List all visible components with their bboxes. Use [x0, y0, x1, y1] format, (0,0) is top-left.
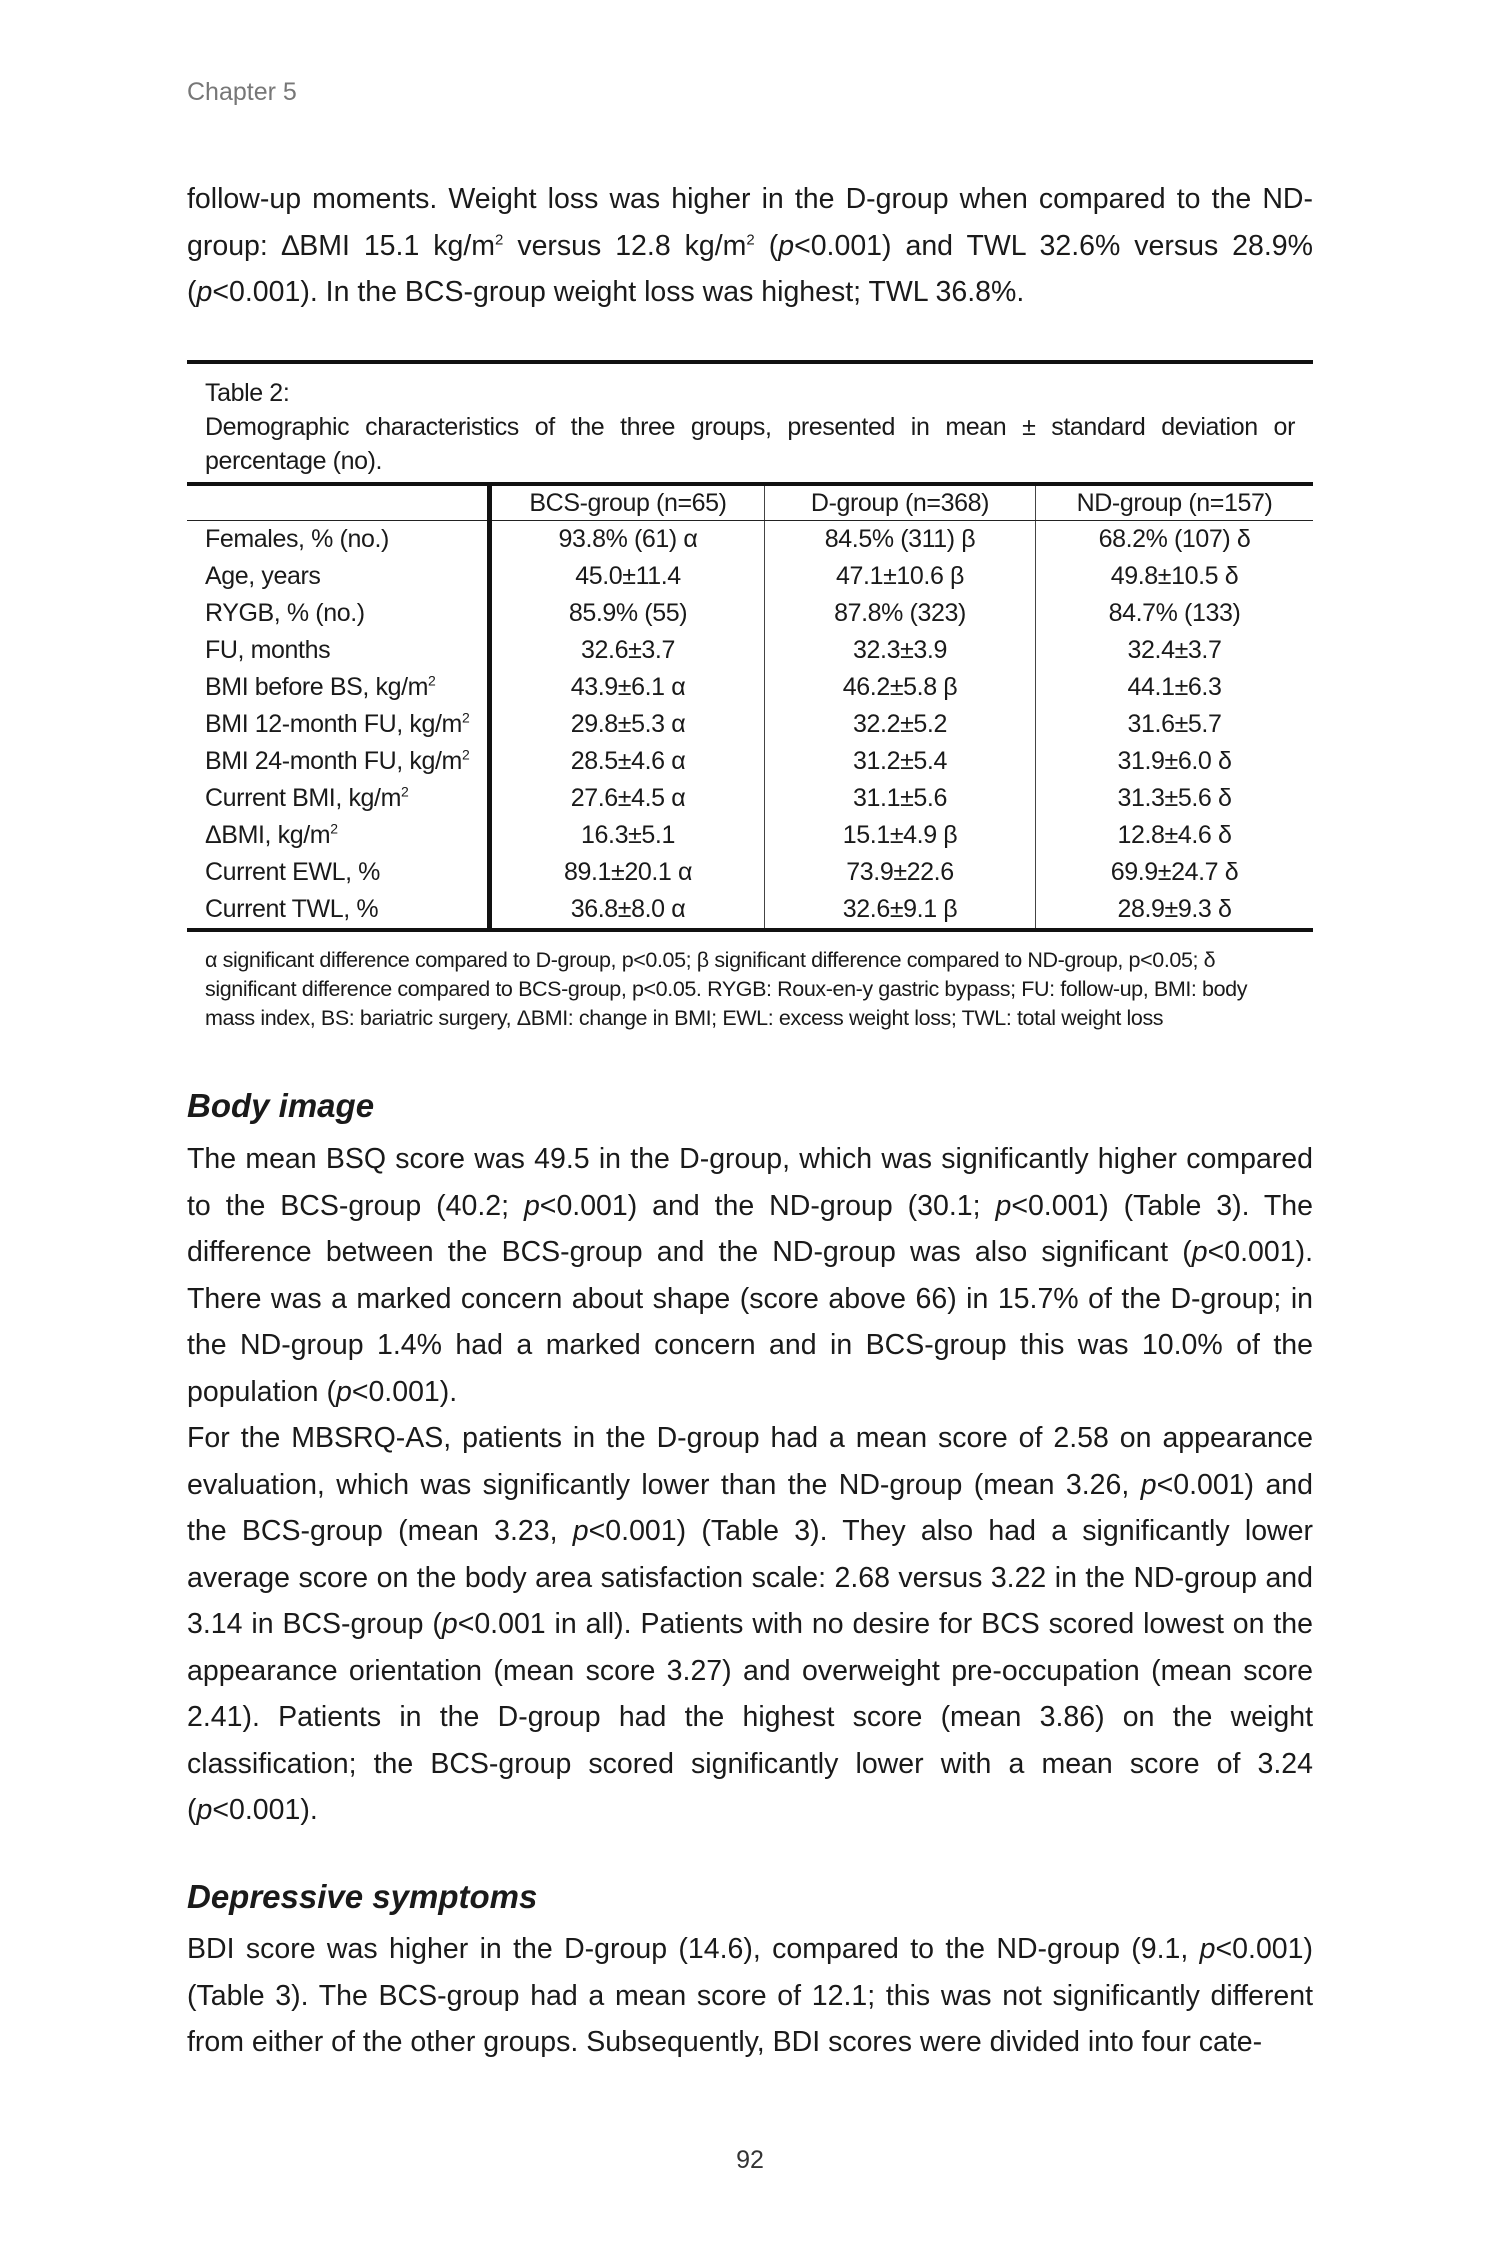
italic-p: p: [995, 1189, 1012, 1222]
table-caption-text: Demographic characteristics of the three groups, presented in mean ± standard deviation or percentage (no).: [205, 413, 1295, 475]
table-row: [187, 817, 1313, 854]
paragraph-mbsrq: [187, 1415, 1313, 1834]
row-label: [187, 706, 490, 743]
cell-nd-group: 68.2% (107) δ: [1036, 521, 1314, 559]
row-label-text: BMI 24-month FU, kg/m: [205, 747, 462, 775]
cell-d-group: 46.2±5.8 β: [765, 669, 1036, 706]
cell-bcs-group: 29.8±5.3 α: [490, 706, 765, 743]
cell-nd-group: 31.9±6.0 δ: [1036, 743, 1314, 780]
table-row: [187, 669, 1313, 706]
row-label-text: FU, months: [205, 636, 331, 664]
running-head: Chapter 5: [187, 78, 297, 106]
cell-bcs-group: 28.5±4.6 α: [490, 743, 765, 780]
cell-bcs-group: 45.0±11.4: [490, 558, 765, 595]
paragraph-weight-loss: [187, 176, 1313, 316]
cell-d-group: 32.6±9.1 β: [765, 891, 1036, 930]
superscript: 2: [495, 231, 504, 248]
cell-bcs-group: 85.9% (55): [490, 595, 765, 632]
page-number: 92: [736, 2146, 764, 2174]
row-label: [187, 891, 490, 930]
text-run: <0.001) (Table 3). The difference between the BCS-group and the ND-group was also significant (: [187, 1189, 1314, 1268]
row-label: [187, 595, 490, 632]
text-run: follow-up moments. Weight loss was higher in the D-group when compared to the ND-group: ∆BMI 15.1 kg/m: [187, 183, 1313, 262]
text-run: <0.001) (Table 3). The BCS-group had a mean score of 12.1; this was not significantly different from either of the other groups. Subsequently, BDI scores were divided into four cate-: [187, 1933, 1313, 2058]
cell-bcs-group: 27.6±4.5 α: [490, 780, 765, 817]
cell-bcs-group: 89.1±20.1 α: [490, 854, 765, 891]
row-label: [187, 817, 490, 854]
row-label-superscript: 2: [330, 820, 338, 837]
table-row: [187, 632, 1313, 669]
cell-bcs-group: 32.6±3.7: [490, 632, 765, 669]
cell-bcs-group: 93.8% (61) α: [490, 521, 765, 559]
row-label: [187, 632, 490, 669]
table-footnote: α significant difference compared to D-group, p<0.05; β significant difference compared to ND-group, p<0.05; δ significant difference compared to BCS-group, p<0.05. RYGB: Roux-en-y gastric bypass; FU: follow-up, BMI: body mass index, BS: bariatric surgery, ΔBMI: change in BMI; EWL: excess weight loss; TWL: total weight loss: [205, 948, 1248, 1030]
table-row: [187, 595, 1313, 632]
cell-d-group: 31.2±5.4: [765, 743, 1036, 780]
paragraph-bsq: [187, 1136, 1313, 1415]
text-run: <0.001). In the BCS-group weight loss was highest; TWL 36.8%.: [212, 276, 1025, 308]
text-run: <0.001).: [212, 1794, 318, 1826]
row-label-superscript: 2: [461, 746, 470, 763]
row-label-text: Current BMI, kg/m: [205, 784, 402, 812]
row-label: [187, 854, 490, 891]
text-run: For the MBSRQ-AS, patients in the D-group had a mean score of 2.58 on appearance evaluation, which was significantly lower than the ND-group (mean 3.26,: [187, 1422, 1313, 1501]
italic-p: p: [1199, 1933, 1216, 1965]
table-row: [187, 891, 1313, 930]
row-label: [187, 669, 490, 706]
text-run: <0.001) and TWL 32.6% versus 28.9% (: [187, 229, 1313, 308]
row-label-text: Current EWL, %: [205, 858, 381, 886]
cell-bcs-group: 16.3±5.1: [490, 817, 765, 854]
text-run: <0.001). There was a marked concern about shape (score above 66) in 15.7% of the D-group; in the ND-group 1.4% had a marked concern and in BCS-group this was 10.0% of the population (: [187, 1236, 1313, 1408]
italic-p: p: [196, 1794, 213, 1826]
text-run: <0.001) and the ND-group (30.1;: [539, 1189, 996, 1222]
cell-d-group: 87.8% (323): [765, 595, 1036, 632]
text-run: (: [754, 229, 779, 262]
cell-d-group: 73.9±22.6: [765, 854, 1036, 891]
table-row: [187, 558, 1313, 595]
header-bcs-group: BCS-group (n=65): [490, 484, 765, 521]
cell-d-group: 15.1±4.9 β: [765, 817, 1036, 854]
italic-p: p: [441, 1608, 458, 1640]
table-title: Table 2:: [205, 379, 290, 407]
row-label-superscript: 2: [401, 783, 409, 800]
table-2-block: [187, 360, 1313, 1033]
table-caption: [187, 364, 1313, 482]
table-row: [187, 521, 1313, 559]
row-label: [187, 521, 490, 559]
row-label: [187, 780, 490, 817]
text-run: <0.001 in all). Patients with no desire for BCS scored lowest on the appearance orientation (mean score 3.27) and overweight pre-occupation (mean score 2.41). Patients in the D-group had the highest score (mean 3.86) on the weight classification; the BCS-group scored significantly lower with a mean score of 3.24 (: [187, 1608, 1313, 1826]
text-run: BDI score was higher in the D-group (14.6), compared to the ND-group (9.1,: [187, 1933, 1200, 1965]
text-run: <0.001).: [351, 1375, 458, 1408]
header-blank: [187, 484, 490, 521]
text-run: <0.001) (Table 3). They also had a significantly lower average score on the body area satisfaction scale: 2.68 versus 3.22 in the ND-group and 3.14 in BCS-group (: [187, 1515, 1313, 1640]
row-label: [187, 743, 490, 780]
text-run: The mean BSQ score was 49.5 in the D-group, which was significantly higher compared to the BCS-group (40.2;: [187, 1143, 1313, 1222]
cell-nd-group: 32.4±3.7: [1036, 632, 1314, 669]
cell-nd-group: 84.7% (133): [1036, 595, 1314, 632]
row-label-superscript: 2: [461, 709, 470, 726]
cell-bcs-group: 43.9±6.1 α: [490, 669, 765, 706]
cell-d-group: 32.3±3.9: [765, 632, 1036, 669]
cell-nd-group: 12.8±4.6 δ: [1036, 817, 1314, 854]
table-row: [187, 706, 1313, 743]
italic-p: p: [335, 1375, 352, 1408]
table-row: [187, 780, 1313, 817]
row-label: [187, 558, 490, 595]
cell-nd-group: 49.8±10.5 δ: [1036, 558, 1314, 595]
italic-p: p: [196, 276, 213, 308]
row-label-text: RYGB, % (no.): [205, 599, 365, 627]
text-run: <0.001) and the BCS-group (mean 3.23,: [187, 1468, 1313, 1547]
italic-p: p: [523, 1189, 540, 1222]
italic-p: p: [572, 1515, 589, 1547]
header-nd-group: ND-group (n=157): [1036, 484, 1314, 521]
row-label-text: Age, years: [205, 562, 321, 590]
cell-nd-group: 44.1±6.3: [1036, 669, 1314, 706]
heading-depressive-symptoms: Depressive symptoms: [187, 1878, 538, 1915]
paragraph-bdi: [187, 1926, 1313, 2066]
cell-d-group: 47.1±10.6 β: [765, 558, 1036, 595]
demographics-table: [187, 482, 1313, 932]
row-label-text: ΔBMI, kg/m: [205, 821, 331, 849]
superscript: 2: [746, 231, 755, 248]
row-label-text: Current TWL, %: [205, 895, 379, 923]
table-header-row: [187, 484, 1313, 521]
heading-body-image: Body image: [187, 1087, 375, 1124]
text-run: versus 12.8 kg/m: [503, 229, 747, 262]
cell-d-group: 31.1±5.6: [765, 780, 1036, 817]
cell-d-group: 84.5% (311) β: [765, 521, 1036, 559]
row-label-text: Females, % (no.): [205, 525, 389, 553]
header-d-group: D-group (n=368): [765, 484, 1036, 521]
cell-bcs-group: 36.8±8.0 α: [490, 891, 765, 930]
cell-nd-group: 69.9±24.7 δ: [1036, 854, 1314, 891]
table-row: [187, 854, 1313, 891]
cell-nd-group: 31.3±5.6 δ: [1036, 780, 1314, 817]
cell-nd-group: 28.9±9.3 δ: [1036, 891, 1314, 930]
row-label-text: BMI before BS, kg/m: [205, 673, 429, 701]
italic-p: p: [1191, 1236, 1208, 1268]
row-label-text: BMI 12-month FU, kg/m: [205, 710, 462, 738]
cell-nd-group: 31.6±5.7: [1036, 706, 1314, 743]
row-label-superscript: 2: [428, 672, 436, 689]
italic-p: p: [778, 229, 795, 262]
table-row: [187, 743, 1313, 780]
italic-p: p: [1140, 1468, 1157, 1501]
cell-d-group: 32.2±5.2: [765, 706, 1036, 743]
